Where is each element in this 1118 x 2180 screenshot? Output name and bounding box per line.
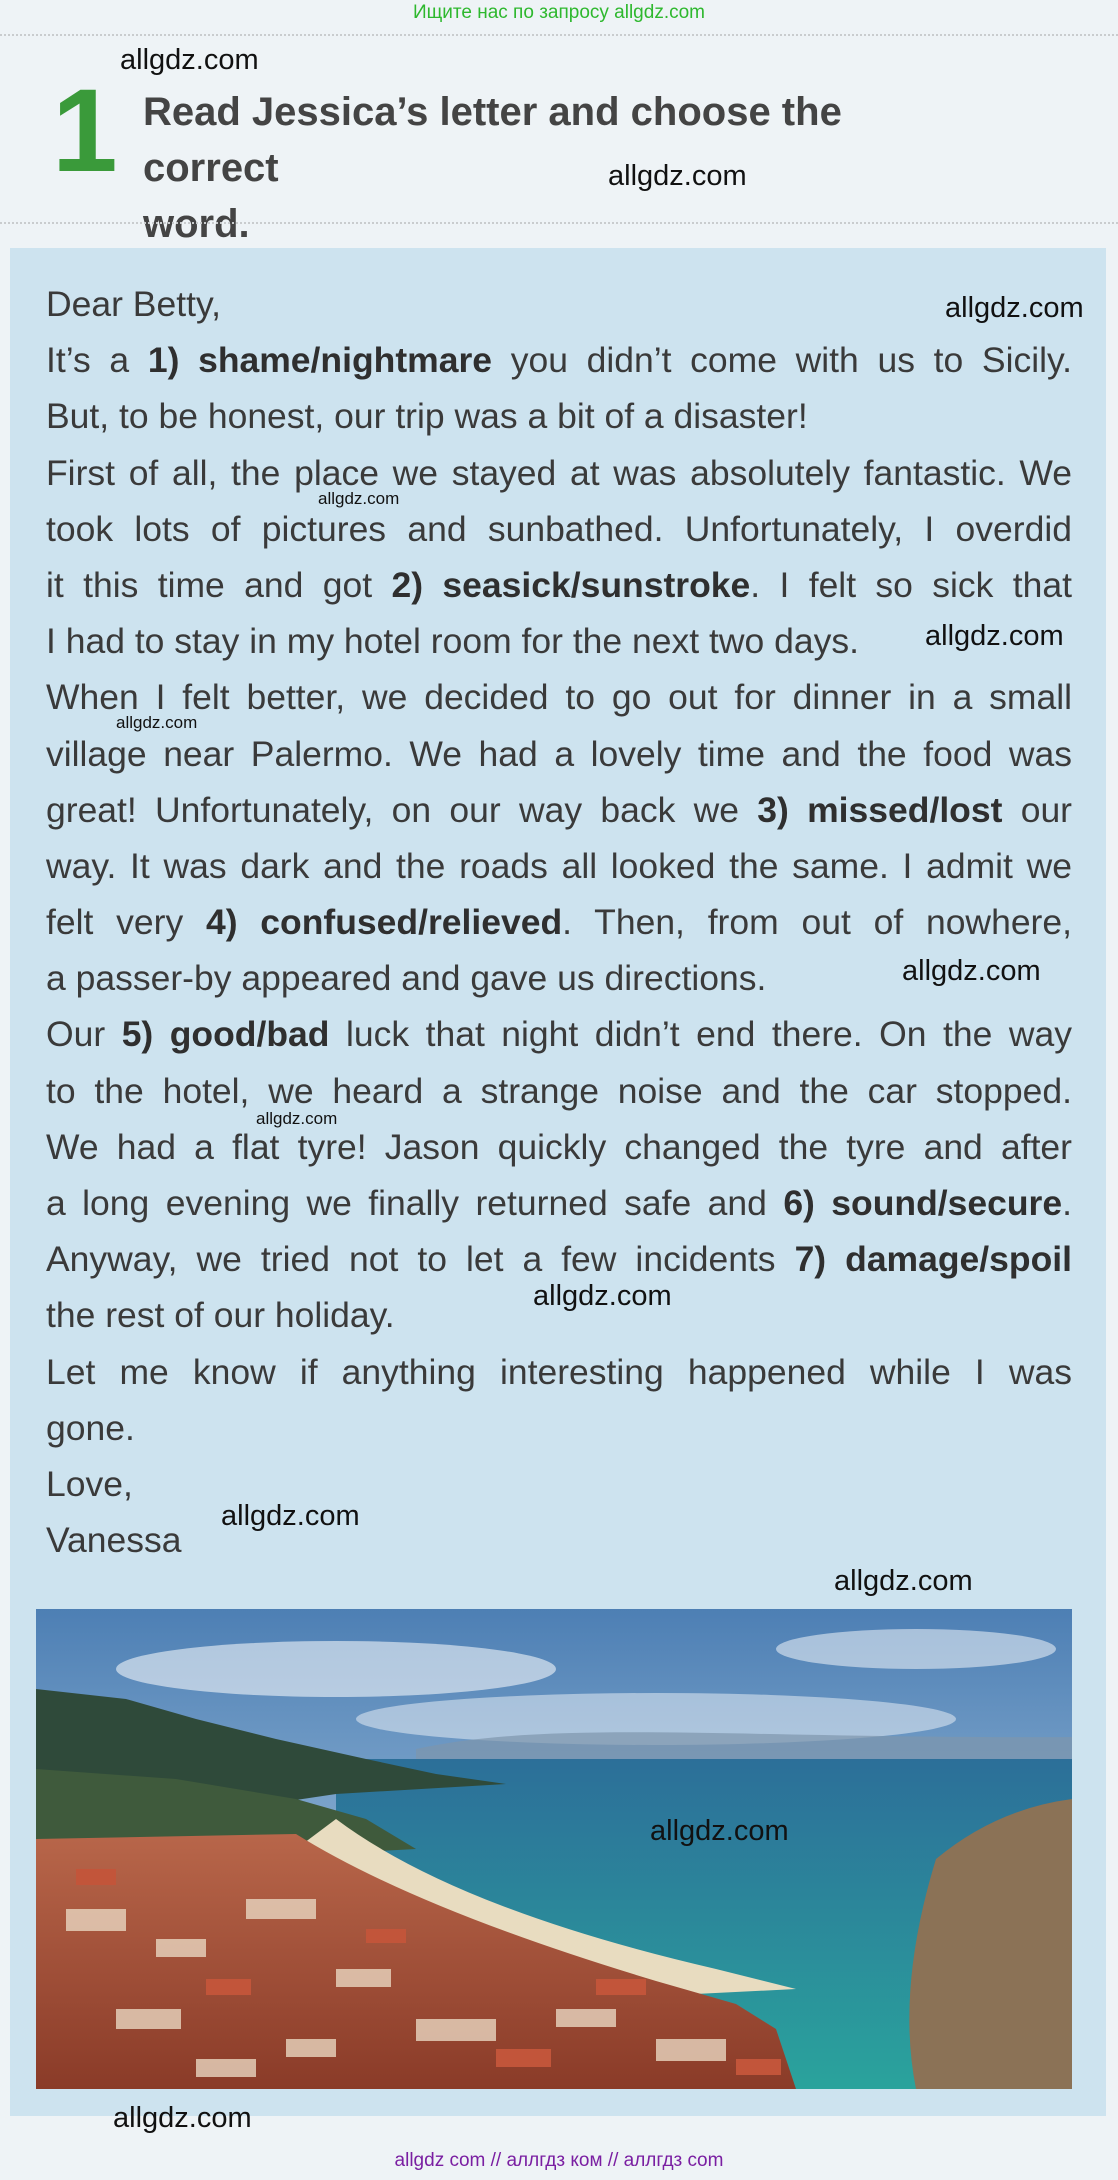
exercise-title-line2: word. <box>143 202 250 246</box>
watermark: allgdz.com <box>256 1109 338 1128</box>
letter-text-run: a long evening we finally returned safe and <box>46 1183 784 1223</box>
letter-text-run: to the hotel, we heard a strange noise and the car stopped. <box>46 1070 1072 1111</box>
letter-text-run: It’s a <box>46 340 148 381</box>
letter-text-run: Vanessa <box>46 1520 182 1561</box>
letter-text-run: Love, <box>46 1463 133 1504</box>
watermark: allgdz.com <box>650 1815 789 1847</box>
letter-text-run: felt very <box>46 902 206 943</box>
letter-line <box>46 332 1072 388</box>
answer-choice: 2) seasick/sunstroke <box>391 564 751 605</box>
letter-line <box>46 1400 1072 1456</box>
answer-choice: 7) damage/spoil <box>794 1239 1072 1280</box>
letter-text-run: . I felt so sick that <box>750 564 1072 605</box>
answer-choice: 6) sound/secure <box>783 1183 1063 1223</box>
letter-line <box>46 782 1072 838</box>
letter-line <box>46 276 1072 332</box>
letter-text-run: I had to stay in my hotel room for the next two days. <box>46 621 859 662</box>
letter-line <box>46 894 1072 950</box>
letter-line <box>46 613 1072 669</box>
letter-line <box>46 445 1072 501</box>
letter-line <box>46 1512 1072 1568</box>
watermark: allgdz.com <box>902 955 1041 987</box>
answer-choice: 5) good/bad <box>121 1014 330 1055</box>
letter-text-run: luck that night didn’t end there. On the way <box>329 1014 1072 1055</box>
letter-line <box>46 1119 1072 1175</box>
answer-choice: 1) shame/nightmare <box>147 340 493 381</box>
letter-text-run: you didn’t come with us to Sicily. <box>492 340 1072 381</box>
letter-line <box>46 726 1072 782</box>
exercise-title-line1: Read Jessica’s letter and choose the correct <box>143 90 842 190</box>
letter-line <box>46 838 1072 894</box>
watermark: allgdz.com <box>945 292 1084 324</box>
sicily-coast-photo <box>36 1609 1072 2089</box>
footer[interactable]: allgdz com // аллгдз ком // аллгдз com <box>394 2150 724 2171</box>
letter-text-run: village near Palermo. We had a lovely time and the food was <box>46 733 1072 774</box>
divider <box>0 34 1118 36</box>
answer-choice: 3) missed/lost <box>757 789 1003 830</box>
letter-text <box>46 276 1072 1568</box>
watermark: allgdz.com <box>533 1280 672 1312</box>
letter-line <box>46 669 1072 725</box>
letter-text-run: But, to be honest, our trip was a bit of a disaster! <box>46 396 808 437</box>
letter-line <box>46 1063 1072 1119</box>
letter-line <box>46 1344 1072 1400</box>
letter-line <box>46 1175 1072 1231</box>
watermark: allgdz.com <box>925 620 1064 652</box>
top-banner[interactable]: Ищите нас по запросу allgdz.com <box>412 2 705 23</box>
watermark: allgdz.com <box>116 713 198 732</box>
divider <box>0 222 1118 224</box>
letter-text-run: . Then, from out of nowhere, <box>562 902 1072 943</box>
letter-text-run: gone. <box>46 1407 135 1448</box>
letter-line <box>46 557 1072 613</box>
letter-line <box>46 1231 1072 1287</box>
letter-text-run: way. It was dark and the roads all looked the same. I admit we <box>46 845 1072 886</box>
letter-text-run: the rest of our holiday. <box>46 1295 395 1336</box>
letter-line <box>46 1456 1072 1512</box>
letter-text-run: took lots of pictures and sunbathed. Unfortunately, I overdid <box>46 508 1072 549</box>
letter-text-run: great! Unfortunately, on our way back we <box>46 789 758 830</box>
exercise-number: 1 <box>52 65 118 197</box>
exercise-title <box>143 84 973 252</box>
letter-text-run: it this time and got <box>46 564 392 605</box>
letter-text-run: a passer-by appeared and gave us directions. <box>46 958 767 999</box>
watermark: allgdz.com <box>834 1565 973 1597</box>
letter-text-run: Anyway, we tried not to let a few incidents <box>46 1239 795 1280</box>
letter-text-run: Let me know if anything interesting happened while I was <box>46 1351 1072 1392</box>
watermark: allgdz.com <box>120 44 259 76</box>
letter-text-run: our <box>1002 789 1072 830</box>
letter-text-run: When I felt better, we decided to go out for dinner in a small <box>46 677 1072 718</box>
letter-text-run: Our <box>46 1014 122 1055</box>
watermark: allgdz.com <box>608 160 747 192</box>
watermark: allgdz.com <box>221 1500 360 1532</box>
letter-text-run: . <box>1062 1183 1072 1223</box>
letter-text-run: Dear Betty, <box>46 284 221 324</box>
watermark: allgdz.com <box>318 489 400 508</box>
letter-text-run: First of all, the place we stayed at was absolutely fantastic. We <box>46 452 1072 493</box>
letter-line <box>46 1006 1072 1062</box>
letter-line <box>46 501 1072 557</box>
answer-choice: 4) confused/relieved <box>205 902 563 943</box>
letter-text-run: We had a flat tyre! Jason quickly changed the tyre and after <box>46 1126 1072 1167</box>
letter-line <box>46 388 1072 444</box>
watermark: allgdz.com <box>113 2102 252 2134</box>
